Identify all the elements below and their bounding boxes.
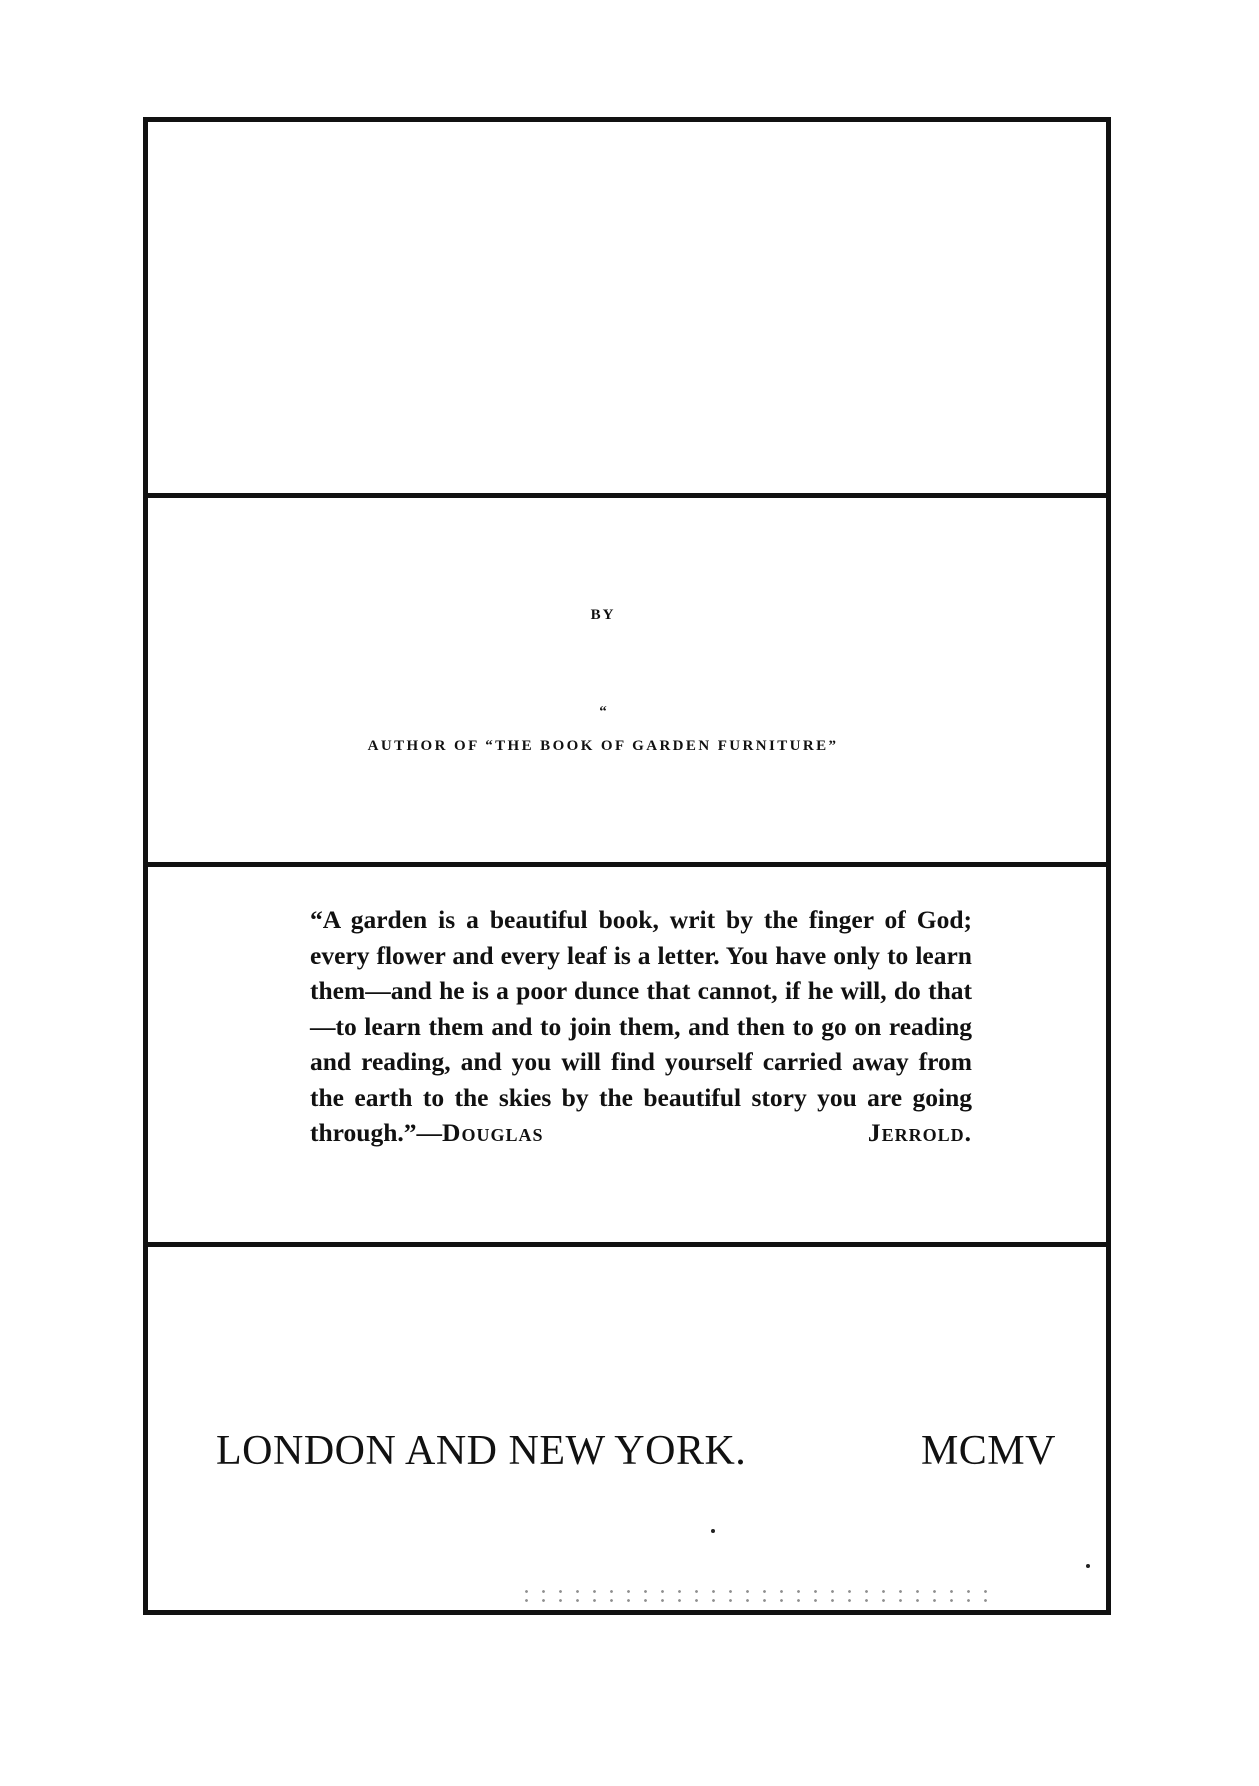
publisher-imprint <box>216 1427 1056 1475</box>
imprint-place: LONDON AND NEW YORK. <box>216 1428 747 1474</box>
divider-rule <box>148 862 1106 867</box>
title-page-frame <box>143 117 1111 1615</box>
author-credit: AUTHOR OF “THE BOOK OF GARDEN FURNITURE” <box>367 738 839 754</box>
epigraph-attribution: Douglas Jerrold. <box>442 1118 972 1147</box>
divider-rule <box>148 1242 1106 1247</box>
print-speck <box>1086 1564 1090 1568</box>
epigraph-text: “A garden is a beautiful book, writ by the finger of God; every flower and every leaf is a letter. You have only to learn them—and he is a poor dunce that cannot, if he will, do that—to learn them and to join them, and then to go on reading and reading, and you will find yourself carried away from the earth to the skies by the beautiful story you are going through.”— <box>310 905 972 1147</box>
divider-rule <box>148 493 1106 498</box>
print-specks <box>518 1587 988 1607</box>
epigraph-quote <box>310 902 972 1151</box>
by-label: BY <box>590 607 616 623</box>
stray-quote-mark: “ <box>599 704 607 720</box>
print-speck <box>711 1529 715 1533</box>
imprint-year: MCMV <box>920 1428 1056 1474</box>
